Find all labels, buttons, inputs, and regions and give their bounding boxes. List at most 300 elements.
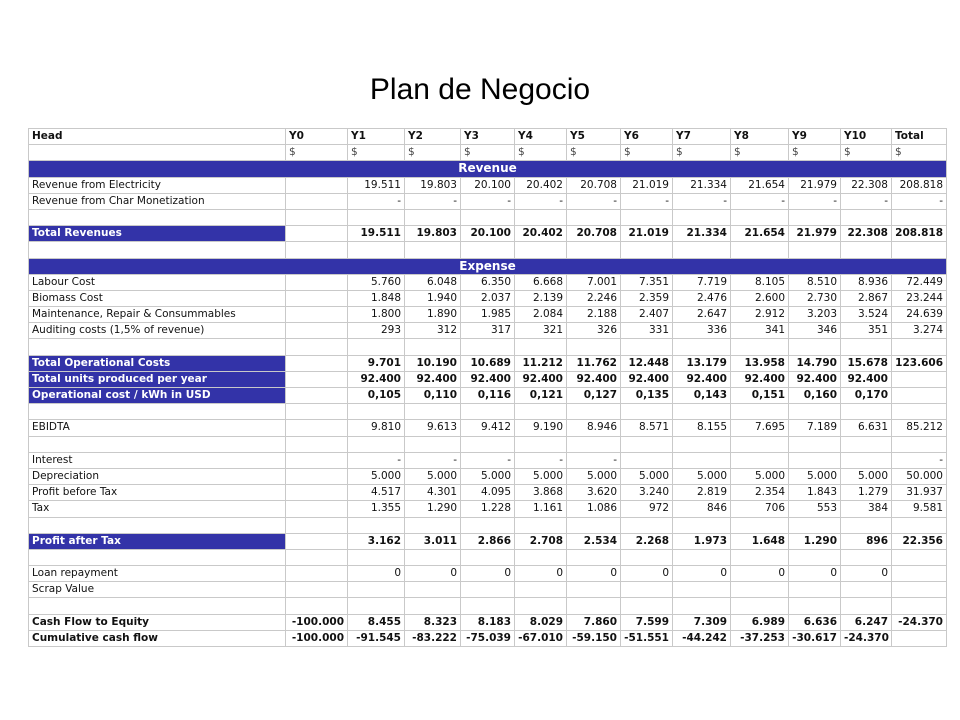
empty-cell — [567, 598, 621, 614]
value-cell: 1.355 — [348, 501, 405, 517]
empty-cell — [621, 517, 673, 533]
empty-cell — [29, 549, 286, 565]
value-cell: -30.617 — [789, 630, 841, 646]
value-cell: 7.719 — [673, 274, 731, 290]
empty-cell — [673, 209, 731, 225]
value-cell — [286, 290, 348, 306]
value-cell: 6.631 — [841, 420, 892, 436]
value-cell: 10.190 — [405, 355, 461, 371]
empty-cell — [841, 549, 892, 565]
value-cell: 20.402 — [515, 226, 567, 242]
value-cell — [461, 582, 515, 598]
empty-cell — [461, 436, 515, 452]
value-cell: 92.400 — [731, 371, 789, 387]
empty-cell — [892, 598, 947, 614]
value-cell: 2.708 — [515, 533, 567, 549]
value-cell: 24.639 — [892, 307, 947, 323]
empty-cell — [673, 598, 731, 614]
value-cell: 9.701 — [348, 355, 405, 371]
value-cell: 7.351 — [621, 274, 673, 290]
value-cell: Y5 — [567, 129, 621, 145]
value-cell: 85.212 — [892, 420, 947, 436]
value-cell: 5.000 — [621, 468, 673, 484]
spacer-row — [29, 436, 947, 452]
empty-cell — [673, 339, 731, 355]
value-cell: 9.581 — [892, 501, 947, 517]
empty-cell — [789, 436, 841, 452]
spacer-row — [29, 339, 947, 355]
value-cell: - — [621, 193, 673, 209]
empty-cell — [789, 517, 841, 533]
empty-cell — [515, 598, 567, 614]
empty-cell — [405, 242, 461, 258]
value-cell: 896 — [841, 533, 892, 549]
value-cell: - — [348, 193, 405, 209]
value-cell: 5.000 — [515, 468, 567, 484]
empty-cell — [29, 598, 286, 614]
row-label: Auditing costs (1,5% of revenue) — [29, 323, 286, 339]
empty-cell — [286, 517, 348, 533]
value-cell: 2.037 — [461, 290, 515, 306]
empty-cell — [348, 517, 405, 533]
value-cell: 0,160 — [789, 388, 841, 404]
value-cell: 2.268 — [621, 533, 673, 549]
value-cell: $ — [841, 145, 892, 161]
value-cell: 14.790 — [789, 355, 841, 371]
row-interest — [29, 452, 947, 468]
value-cell: 2.188 — [567, 307, 621, 323]
empty-cell — [892, 209, 947, 225]
value-cell: 2.600 — [731, 290, 789, 306]
value-cell: 0,105 — [348, 388, 405, 404]
value-cell: 0,110 — [405, 388, 461, 404]
header-row — [29, 129, 947, 145]
value-cell — [892, 582, 947, 598]
empty-cell — [731, 549, 789, 565]
empty-cell — [461, 339, 515, 355]
empty-cell — [405, 598, 461, 614]
value-cell: 2.867 — [841, 290, 892, 306]
value-cell: -51.551 — [621, 630, 673, 646]
value-cell: - — [515, 452, 567, 468]
value-cell: 2.730 — [789, 290, 841, 306]
value-cell: 5.000 — [673, 468, 731, 484]
value-cell: 3.274 — [892, 323, 947, 339]
value-cell: 0 — [461, 566, 515, 582]
value-cell: 8.936 — [841, 274, 892, 290]
value-cell: 5.000 — [731, 468, 789, 484]
empty-cell — [461, 598, 515, 614]
empty-cell — [515, 404, 567, 420]
value-cell: 92.400 — [789, 371, 841, 387]
empty-cell — [567, 339, 621, 355]
row-audit — [29, 323, 947, 339]
value-cell: 3.162 — [348, 533, 405, 549]
value-cell: 2.246 — [567, 290, 621, 306]
value-cell: 341 — [731, 323, 789, 339]
empty-cell — [731, 436, 789, 452]
empty-cell — [567, 404, 621, 420]
value-cell: 208.818 — [892, 177, 947, 193]
value-cell: 293 — [348, 323, 405, 339]
empty-cell — [515, 339, 567, 355]
value-cell: - — [461, 452, 515, 468]
value-cell: - — [515, 193, 567, 209]
empty-cell — [405, 339, 461, 355]
empty-cell — [286, 242, 348, 258]
value-cell: - — [461, 193, 515, 209]
value-cell: - — [405, 452, 461, 468]
empty-cell — [841, 339, 892, 355]
value-cell: 346 — [789, 323, 841, 339]
value-cell — [286, 501, 348, 517]
value-cell: 21.654 — [731, 177, 789, 193]
row-label: Scrap Value — [29, 582, 286, 598]
empty-cell — [29, 209, 286, 225]
empty-cell — [348, 242, 405, 258]
value-cell: 21.019 — [621, 226, 673, 242]
empty-cell — [567, 517, 621, 533]
value-cell: Y2 — [405, 129, 461, 145]
row-cum — [29, 630, 947, 646]
value-cell: $ — [731, 145, 789, 161]
value-cell: 0 — [621, 566, 673, 582]
row-label: Head — [29, 129, 286, 145]
empty-cell — [515, 549, 567, 565]
value-cell: 22.308 — [841, 226, 892, 242]
row-total-rev — [29, 226, 947, 242]
value-cell: 22.308 — [841, 177, 892, 193]
empty-cell — [286, 598, 348, 614]
empty-cell — [515, 517, 567, 533]
value-cell: 8.105 — [731, 274, 789, 290]
value-cell — [673, 582, 731, 598]
value-cell: 20.708 — [567, 226, 621, 242]
value-cell: 0,116 — [461, 388, 515, 404]
value-cell: 9.613 — [405, 420, 461, 436]
value-cell: 972 — [621, 501, 673, 517]
value-cell: 2.534 — [567, 533, 621, 549]
empty-cell — [567, 436, 621, 452]
empty-cell — [841, 404, 892, 420]
row-label: Interest — [29, 452, 286, 468]
value-cell — [841, 452, 892, 468]
value-cell: 3.620 — [567, 485, 621, 501]
value-cell: Y3 — [461, 129, 515, 145]
empty-cell — [892, 242, 947, 258]
row-label: Total Revenues — [29, 226, 286, 242]
value-cell: 1.648 — [731, 533, 789, 549]
empty-cell — [515, 436, 567, 452]
value-cell: 11.762 — [567, 355, 621, 371]
value-cell: 3.240 — [621, 485, 673, 501]
empty-cell — [621, 242, 673, 258]
value-cell: 22.356 — [892, 533, 947, 549]
value-cell: 5.000 — [567, 468, 621, 484]
empty-cell — [405, 517, 461, 533]
value-cell: Y10 — [841, 129, 892, 145]
row-label: Tax — [29, 501, 286, 517]
value-cell: -24.370 — [841, 630, 892, 646]
row-label: Total Operational Costs — [29, 355, 286, 371]
revenue-section-header — [29, 161, 947, 177]
value-cell: 7.189 — [789, 420, 841, 436]
empty-cell — [461, 209, 515, 225]
value-cell: - — [892, 452, 947, 468]
value-cell — [286, 582, 348, 598]
empty-cell — [673, 549, 731, 565]
value-cell: 21.979 — [789, 177, 841, 193]
value-cell — [789, 582, 841, 598]
value-cell — [892, 371, 947, 387]
value-cell: 15.678 — [841, 355, 892, 371]
empty-cell — [348, 436, 405, 452]
value-cell — [286, 533, 348, 549]
value-cell: 20.100 — [461, 177, 515, 193]
value-cell: Y8 — [731, 129, 789, 145]
value-cell: $ — [286, 145, 348, 161]
value-cell — [286, 452, 348, 468]
row-cfe — [29, 614, 947, 630]
empty-cell — [348, 404, 405, 420]
value-cell: 9.412 — [461, 420, 515, 436]
empty-cell — [461, 517, 515, 533]
empty-cell — [461, 242, 515, 258]
spacer-row — [29, 598, 947, 614]
value-cell — [286, 468, 348, 484]
value-cell: 317 — [461, 323, 515, 339]
empty-cell — [461, 404, 515, 420]
value-cell — [286, 307, 348, 323]
value-cell — [286, 177, 348, 193]
row-total-op — [29, 355, 947, 371]
value-cell: 1.279 — [841, 485, 892, 501]
spacer-row — [29, 404, 947, 420]
value-cell: 8.455 — [348, 614, 405, 630]
row-biomass — [29, 290, 947, 306]
row-label: EBIDTA — [29, 420, 286, 436]
value-cell — [621, 582, 673, 598]
empty-cell — [731, 404, 789, 420]
value-cell: $ — [789, 145, 841, 161]
empty-cell — [789, 209, 841, 225]
value-cell: 1.161 — [515, 501, 567, 517]
row-label: Revenue from Char Monetization — [29, 193, 286, 209]
value-cell: - — [567, 193, 621, 209]
row-depreciation — [29, 468, 947, 484]
value-cell: 20.402 — [515, 177, 567, 193]
value-cell: -100.000 — [286, 630, 348, 646]
value-cell: 6.668 — [515, 274, 567, 290]
empty-cell — [348, 598, 405, 614]
value-cell: 312 — [405, 323, 461, 339]
value-cell: 2.912 — [731, 307, 789, 323]
value-cell: 21.019 — [621, 177, 673, 193]
value-cell: 3.011 — [405, 533, 461, 549]
empty-cell — [731, 517, 789, 533]
value-cell: -24.370 — [892, 614, 947, 630]
value-cell — [348, 582, 405, 598]
value-cell: 6.636 — [789, 614, 841, 630]
value-cell: 72.449 — [892, 274, 947, 290]
empty-cell — [841, 598, 892, 614]
value-cell: 1.890 — [405, 307, 461, 323]
row-scrap — [29, 582, 947, 598]
value-cell: 2.407 — [621, 307, 673, 323]
value-cell: Total — [892, 129, 947, 145]
row-ebidta — [29, 420, 947, 436]
value-cell — [286, 485, 348, 501]
value-cell: 5.000 — [789, 468, 841, 484]
empty-cell — [673, 404, 731, 420]
value-cell: 5.000 — [841, 468, 892, 484]
business-plan-table — [28, 128, 947, 647]
empty-cell — [673, 436, 731, 452]
value-cell: 5.000 — [405, 468, 461, 484]
value-cell — [286, 274, 348, 290]
row-loan — [29, 566, 947, 582]
row-label: Depreciation — [29, 468, 286, 484]
value-cell: 846 — [673, 501, 731, 517]
value-cell: 1.086 — [567, 501, 621, 517]
value-cell: Y0 — [286, 129, 348, 145]
value-cell — [673, 452, 731, 468]
empty-cell — [567, 209, 621, 225]
value-cell: 2.354 — [731, 485, 789, 501]
value-cell: $ — [673, 145, 731, 161]
value-cell: 19.803 — [405, 177, 461, 193]
empty-cell — [892, 339, 947, 355]
value-cell: $ — [621, 145, 673, 161]
value-cell: 19.511 — [348, 226, 405, 242]
value-cell: 8.571 — [621, 420, 673, 436]
value-cell: 5.760 — [348, 274, 405, 290]
value-cell: 92.400 — [515, 371, 567, 387]
empty-cell — [286, 404, 348, 420]
value-cell: 9.810 — [348, 420, 405, 436]
value-cell: -67.010 — [515, 630, 567, 646]
value-cell: 10.689 — [461, 355, 515, 371]
row-label: Cumulative cash flow — [29, 630, 286, 646]
value-cell: Y1 — [348, 129, 405, 145]
value-cell: 8.155 — [673, 420, 731, 436]
row-tax — [29, 501, 947, 517]
value-cell: -100.000 — [286, 614, 348, 630]
row-label: Loan repayment — [29, 566, 286, 582]
empty-cell — [29, 339, 286, 355]
value-cell: 2.819 — [673, 485, 731, 501]
value-cell: 21.334 — [673, 177, 731, 193]
empty-cell — [348, 339, 405, 355]
value-cell: 31.937 — [892, 485, 947, 501]
value-cell: 19.511 — [348, 177, 405, 193]
row-label: Operational cost / kWh in USD — [29, 388, 286, 404]
empty-cell — [892, 436, 947, 452]
empty-cell — [789, 598, 841, 614]
value-cell: Y9 — [789, 129, 841, 145]
value-cell — [286, 193, 348, 209]
empty-cell — [731, 242, 789, 258]
value-cell — [286, 323, 348, 339]
empty-cell — [405, 209, 461, 225]
value-cell: $ — [461, 145, 515, 161]
value-cell: 92.400 — [567, 371, 621, 387]
empty-cell — [29, 242, 286, 258]
row-labour — [29, 274, 947, 290]
value-cell: 11.212 — [515, 355, 567, 371]
value-cell: 23.244 — [892, 290, 947, 306]
empty-cell — [405, 404, 461, 420]
value-cell — [286, 420, 348, 436]
value-cell: - — [348, 452, 405, 468]
row-pat — [29, 533, 947, 549]
empty-cell — [621, 209, 673, 225]
spacer-row — [29, 209, 947, 225]
empty-cell — [789, 242, 841, 258]
value-cell: 0,127 — [567, 388, 621, 404]
row-label: Labour Cost — [29, 274, 286, 290]
value-cell: 0 — [567, 566, 621, 582]
row-label: Total units produced per year — [29, 371, 286, 387]
value-cell: 8.510 — [789, 274, 841, 290]
value-cell — [731, 582, 789, 598]
value-cell: Y4 — [515, 129, 567, 145]
value-cell: 2.084 — [515, 307, 567, 323]
empty-cell — [29, 404, 286, 420]
value-cell: Y6 — [621, 129, 673, 145]
value-cell: 8.183 — [461, 614, 515, 630]
value-cell: 351 — [841, 323, 892, 339]
value-cell: 331 — [621, 323, 673, 339]
value-cell: 92.400 — [673, 371, 731, 387]
empty-cell — [841, 436, 892, 452]
value-cell: 1.228 — [461, 501, 515, 517]
value-cell: 7.599 — [621, 614, 673, 630]
value-cell: $ — [405, 145, 461, 161]
value-cell: 5.000 — [348, 468, 405, 484]
value-cell: 21.334 — [673, 226, 731, 242]
empty-cell — [286, 436, 348, 452]
empty-cell — [515, 209, 567, 225]
section-title: Expense — [29, 258, 947, 274]
value-cell: 2.866 — [461, 533, 515, 549]
value-cell — [841, 582, 892, 598]
value-cell: -44.242 — [673, 630, 731, 646]
value-cell — [789, 452, 841, 468]
value-cell — [286, 566, 348, 582]
value-cell: 6.247 — [841, 614, 892, 630]
value-cell — [892, 388, 947, 404]
row-label: Revenue from Electricity — [29, 177, 286, 193]
empty-cell — [673, 517, 731, 533]
empty-cell — [348, 549, 405, 565]
value-cell: 0,151 — [731, 388, 789, 404]
value-cell: $ — [892, 145, 947, 161]
value-cell: 8.029 — [515, 614, 567, 630]
value-cell: 336 — [673, 323, 731, 339]
empty-cell — [789, 404, 841, 420]
value-cell: 0 — [731, 566, 789, 582]
value-cell: 7.860 — [567, 614, 621, 630]
empty-cell — [567, 549, 621, 565]
value-cell: 20.708 — [567, 177, 621, 193]
empty-cell — [29, 517, 286, 533]
value-cell: 3.203 — [789, 307, 841, 323]
value-cell: - — [789, 193, 841, 209]
value-cell: 0 — [789, 566, 841, 582]
value-cell: -91.545 — [348, 630, 405, 646]
value-cell: 3.524 — [841, 307, 892, 323]
